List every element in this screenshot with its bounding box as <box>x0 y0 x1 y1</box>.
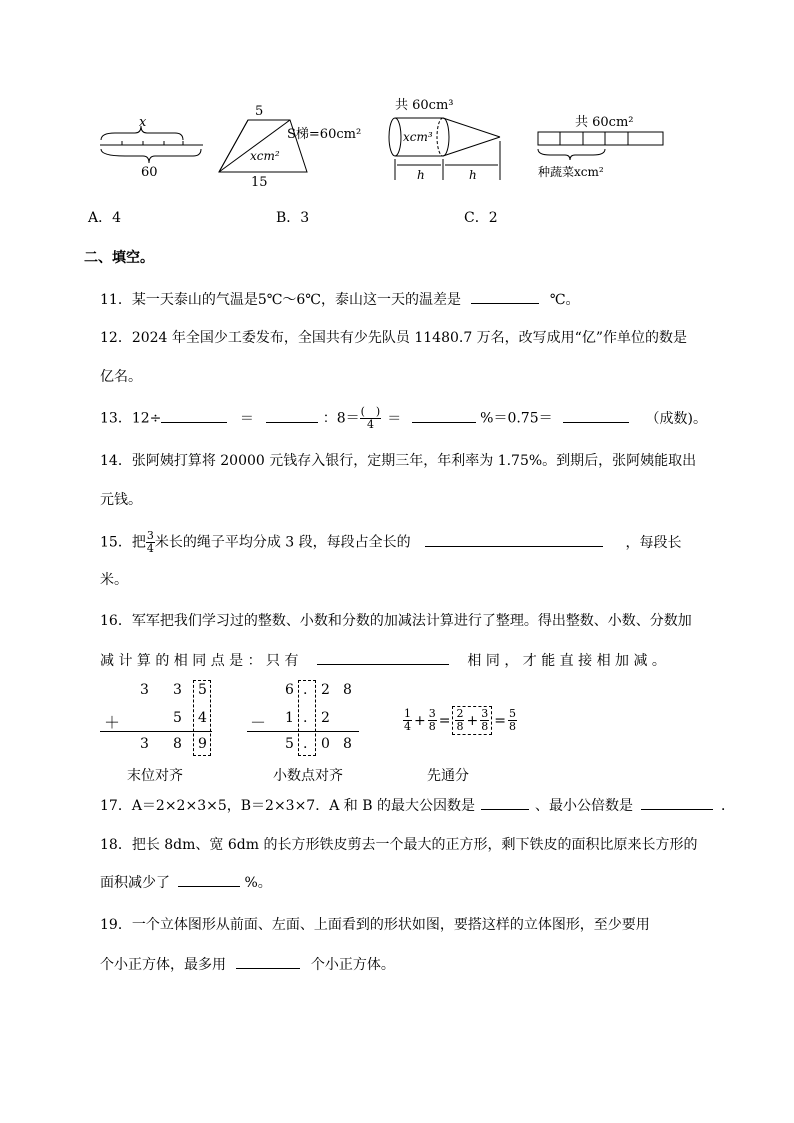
option-c[interactable]: C．2 <box>464 210 498 226</box>
q13-fraction <box>360 406 382 431</box>
add-r3-d1: 3 <box>140 736 149 752</box>
q19-answer-blank[interactable] <box>236 956 300 969</box>
q13-blank-4[interactable] <box>563 410 629 423</box>
q18-line2: 面积减少了 <box>100 875 170 891</box>
question-17 <box>100 795 735 815</box>
add-highlight-box <box>193 680 211 756</box>
question-15 <box>100 530 682 555</box>
q13-blank-1[interactable] <box>161 410 227 423</box>
q16-line2b: 相 同 ， 才 能 直 接 相 加 减 。 <box>467 653 666 669</box>
fs-highlight-box <box>452 706 492 735</box>
fig4-top-label: 共 60cm² <box>575 115 634 130</box>
add-r1-d2: 3 <box>173 682 182 698</box>
sub-r2-d2: 2 <box>321 710 330 726</box>
q13-colon8: ：8＝ <box>322 410 360 427</box>
q11-answer-blank[interactable] <box>471 291 539 304</box>
fig3-h1: h <box>417 168 425 182</box>
question-14-line2: 元钱。 <box>100 492 142 508</box>
sub-caption: 小数点对齐 <box>273 768 343 784</box>
fs-eq-1: = <box>438 712 451 729</box>
question-12-line2: 亿名。 <box>100 369 142 385</box>
q17-blank-lcm[interactable] <box>641 797 713 810</box>
sub-r3-d3: 8 <box>343 736 352 752</box>
fs-frac-c: $\frac{2}{8}$ <box>456 707 464 733</box>
figure-trapezoid <box>215 100 365 190</box>
sub-highlight-box <box>298 680 316 756</box>
question-15-line2: 米。 <box>100 572 128 588</box>
q15-frac-num: 3 <box>146 529 154 542</box>
question-18-line1: 18．把长 8dm、宽 6dm 的长方形铁皮剪去一个最大的正方形，剩下铁皮的面积比原来长方形的 <box>100 837 698 853</box>
q13-eq2: ＝ <box>387 410 402 427</box>
fig3-top-label: 共 60cm³ <box>395 98 454 113</box>
q16-answer-blank[interactable] <box>317 652 449 665</box>
q13-tail: （成数)。 <box>645 410 707 427</box>
fig3-inner-label: xcm³ <box>403 130 433 144</box>
sub-r1-dot: . <box>303 682 308 698</box>
sub-r1-d3: 8 <box>343 682 352 698</box>
fs-frac-result: $\frac{5}{8}$ <box>508 707 516 733</box>
question-18-line2 <box>100 872 272 892</box>
q13-eq1: ＝ <box>239 410 254 427</box>
add-caption: 末位对齐 <box>127 768 183 784</box>
fig2-inner-label: xcm² <box>250 149 280 163</box>
question-14-line1: 14．张阿姨打算将 20000 元钱存入银行，定期三年，年利率为 1.75%。到期后，张阿姨能取出 <box>100 453 697 469</box>
sub-r3-d1: 5 <box>285 736 294 752</box>
q15-answer-blank[interactable] <box>425 534 603 547</box>
q15-lead: 15．把 <box>100 534 146 551</box>
fig1-x-label: x <box>139 115 147 130</box>
q19-line2b: 个小正方体。 <box>310 957 395 973</box>
add-r3-d3: 9 <box>198 736 207 752</box>
question-12-line1: 12．2024 年全国少工委发布，全国共有少先队员 11480.7 万名，改写成用“亿”作单位的数是 <box>100 330 687 346</box>
sub-operator: － <box>250 713 267 732</box>
fs-frac-b: $\frac{3}{8}$ <box>428 707 436 733</box>
fraction-sum <box>403 706 517 735</box>
q17-text: 17．A＝2×2×3×5，B＝2×3×7．A 和 B 的最大公因数是 <box>100 798 475 814</box>
q15-fraction <box>146 530 155 555</box>
q11-text: 11．某一天泰山的气温是5℃～6℃，泰山这一天的温差是 <box>100 292 461 308</box>
q17-mid: 、最小公倍数是 <box>534 798 633 814</box>
sub-r2-dot: . <box>303 710 308 726</box>
fig2-top-label: 5 <box>255 104 264 119</box>
q11-tail: ℃。 <box>549 292 580 308</box>
add-operator: ＋ <box>104 713 121 732</box>
add-r1-d3: 5 <box>198 682 207 698</box>
add-r1-d1: 3 <box>140 682 149 698</box>
fig2-area-label: S梯=60cm² <box>287 127 362 142</box>
q13-frac-den: 4 <box>366 418 374 431</box>
q17-tail: ． <box>720 798 735 814</box>
fs-plus-1: + <box>414 712 426 729</box>
figure-strip <box>535 110 670 180</box>
q19-line2a: 个小正方体，最多用 <box>100 957 226 973</box>
question-16-line2 <box>100 650 666 670</box>
sub-r1-d2: 2 <box>321 682 330 698</box>
fig2-bottom-label: 15 <box>251 175 268 190</box>
q13-blank-3[interactable] <box>412 410 476 423</box>
question-16-line1: 16．军军把我们学习过的整数、小数和分数的加减法计算进行了整理。得出整数、小数、分数加 <box>100 613 692 629</box>
q18-tail: %。 <box>244 875 272 891</box>
question-13 <box>100 406 707 431</box>
fracsum-caption: 先通分 <box>427 768 469 784</box>
fig1-bottom-label: 60 <box>141 165 158 180</box>
q16-line2a: 减 计 算 的 相 同 点 是 ： 只 有 <box>100 653 299 669</box>
q13-percent: %＝0.75＝ <box>480 410 553 427</box>
add-r2-d2: 4 <box>198 710 207 726</box>
q15-mid: 米长的绳子平均分成 3 段，每段占全长的 <box>154 534 411 551</box>
figure-cylinder-cone <box>385 95 515 190</box>
sub-r2-d1: 1 <box>285 710 294 726</box>
q13-lead: 13．12÷ <box>100 410 162 427</box>
q15-frac-den: 4 <box>146 542 154 555</box>
fig4-bottom-label: 种蔬菜xcm² <box>538 165 604 179</box>
q17-blank-gcd[interactable] <box>481 797 529 810</box>
sub-r3-d2: 0 <box>321 736 330 752</box>
question-19-line1: 19．一个立体图形从前面、左面、上面看到的形状如图，要搭这样的立体图形，至少要用 <box>100 917 650 933</box>
option-a[interactable]: A．4 <box>88 210 122 226</box>
add-r2-d1: 5 <box>173 710 182 726</box>
option-b[interactable]: B．3 <box>276 210 310 226</box>
fs-frac-a: $\frac{1}{4}$ <box>404 707 411 733</box>
question-11 <box>100 289 580 309</box>
question-19-line2 <box>100 954 395 974</box>
q13-frac-num[interactable]: ( ) <box>360 405 381 418</box>
section-title: 二、填空。 <box>84 250 154 266</box>
fs-plus-2: + <box>466 712 479 729</box>
add-r3-d2: 8 <box>173 736 182 752</box>
q18-answer-blank[interactable] <box>178 874 240 887</box>
sub-r1-d1: 6 <box>285 682 294 698</box>
fs-frac-d: $\frac{3}{8}$ <box>481 707 489 733</box>
q15-tail: ，每段长 <box>625 534 682 551</box>
sub-r3-dot: . <box>303 736 308 752</box>
fig3-h2: h <box>469 168 477 182</box>
q13-blank-2[interactable] <box>266 410 318 423</box>
figure-line-segment <box>95 112 210 182</box>
fs-eq-2: = <box>494 712 506 729</box>
